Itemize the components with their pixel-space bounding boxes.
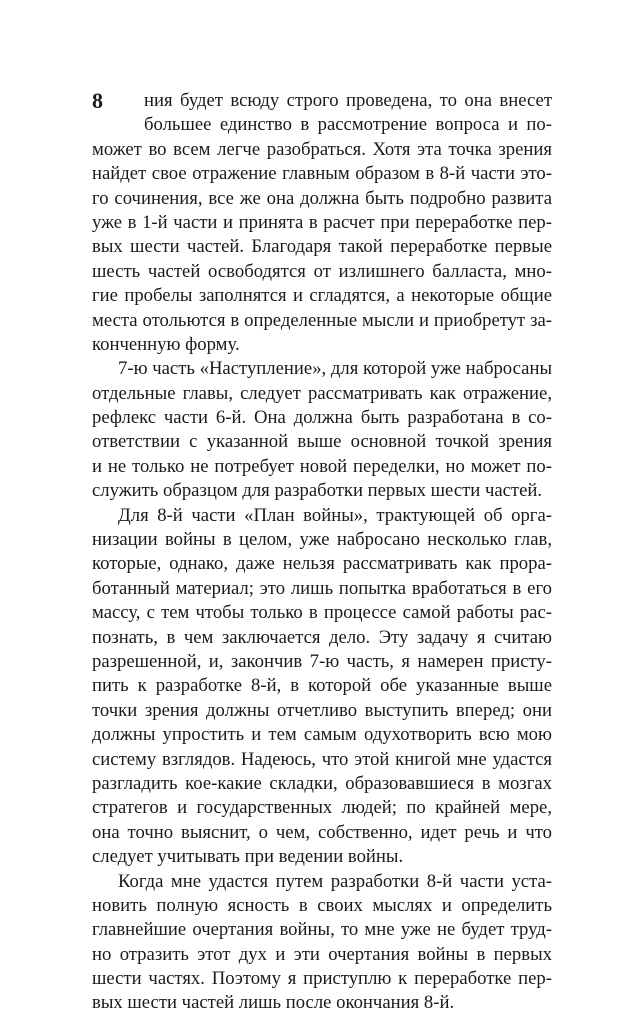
page-number: 8 bbox=[92, 88, 103, 113]
text-line: го сочинения, все же она должна быть подробно развита bbox=[92, 187, 552, 209]
text-line: ботанный материал; это лишь попытка вработаться в его bbox=[92, 577, 552, 599]
text-line: систему взглядов. Надеюсь, что этой книгой мне удастся bbox=[92, 748, 552, 770]
text-line: конченную форму. bbox=[92, 333, 240, 355]
text-line: которые, однако, даже нельзя рассматривать как прора- bbox=[92, 553, 552, 575]
text-line: низации войны в целом, уже набросано несколько глав, bbox=[92, 529, 552, 551]
paragraph-3 bbox=[92, 504, 552, 870]
text-line: вых шести частей лишь после окончания 8-й. bbox=[92, 992, 455, 1014]
text-line: отдельные главы, следует рассматривать как отражение, bbox=[92, 382, 552, 404]
text-line: служить образцом для разработки первых шести частей. bbox=[92, 480, 543, 502]
text-line: стратегов и государственных людей; по крайней мере, bbox=[92, 797, 552, 819]
text-line: вых шести частей. Благодаря такой переработке первые bbox=[92, 236, 552, 258]
text-line: большее единство в рассмотрение вопроса и по- bbox=[144, 114, 552, 136]
paragraph-4 bbox=[92, 870, 552, 1016]
text-line: ния будет всюду строго проведена, то она внесет bbox=[144, 90, 552, 111]
text-line: уже в 1-й части и принята в расчет при переработке пер- bbox=[92, 211, 552, 233]
text-line: разгладить кое-какие складки, образовавшиеся в мозгах bbox=[92, 772, 552, 794]
text-line: новить полную ясность в своих мыслях и определить bbox=[92, 894, 552, 916]
text-line: шесть частей освободятся от излишнего балласта, мно- bbox=[92, 260, 552, 282]
text-line: но отразить этот дух и эти очертания войны в первых bbox=[92, 943, 552, 965]
text-line: познать, в чем заключается дело. Эту задачу я считаю bbox=[92, 626, 552, 648]
text-line: Когда мне удастся путем разработки 8-й части уста- bbox=[118, 870, 552, 892]
text-line: найдет свое отражение главным образом в 8-й части это- bbox=[92, 163, 552, 185]
text-line: рефлекс части 6-й. Она должна быть разработана в со- bbox=[92, 407, 552, 429]
text-line: разрешенной, и, закончив 7-ю часть, я намерен присту- bbox=[92, 650, 552, 672]
text-line: 7-ю часть «Наступление», для которой уже набросаны bbox=[118, 358, 552, 380]
text-line: ответствии с указанной выше основной точкой зрения bbox=[92, 431, 552, 453]
text-line: главнейшие очертания войны, то мне уже не будет труд- bbox=[92, 919, 552, 941]
text-line: пить к разработке 8-й, в которой обе указанные выше bbox=[92, 675, 552, 697]
text-line: может во всем легче разобраться. Хотя эта точка зрения bbox=[92, 138, 552, 160]
page-body bbox=[92, 89, 552, 1016]
text-line: шести частях. Поэтому я приступлю к переработке пер- bbox=[92, 968, 552, 990]
text-line: и не только не потребует новой переделки, но может по- bbox=[92, 455, 552, 477]
text-line: следует учитывать при ведении войны. bbox=[92, 846, 404, 868]
text-line: она точно выяснит, о чем, собственно, идет речь и что bbox=[92, 821, 552, 843]
text-line: места отольются в определенные мысли и приобретут за- bbox=[92, 309, 552, 331]
text-line: Для 8-й части «План войны», трактующей об орга- bbox=[118, 504, 552, 526]
text-line: гие пробелы заполнятся и сгладятся, а некоторые общие bbox=[92, 285, 552, 307]
paragraph-1 bbox=[92, 89, 552, 357]
text-line: массу, с тем чтобы только в процессе самой работы рас- bbox=[92, 602, 552, 624]
paragraph-2 bbox=[92, 357, 552, 503]
text-line: должны упростить и тем самым одухотворить всю мою bbox=[92, 724, 552, 746]
text-line: точки зрения должны отчетливо выступить вперед; они bbox=[92, 699, 552, 721]
